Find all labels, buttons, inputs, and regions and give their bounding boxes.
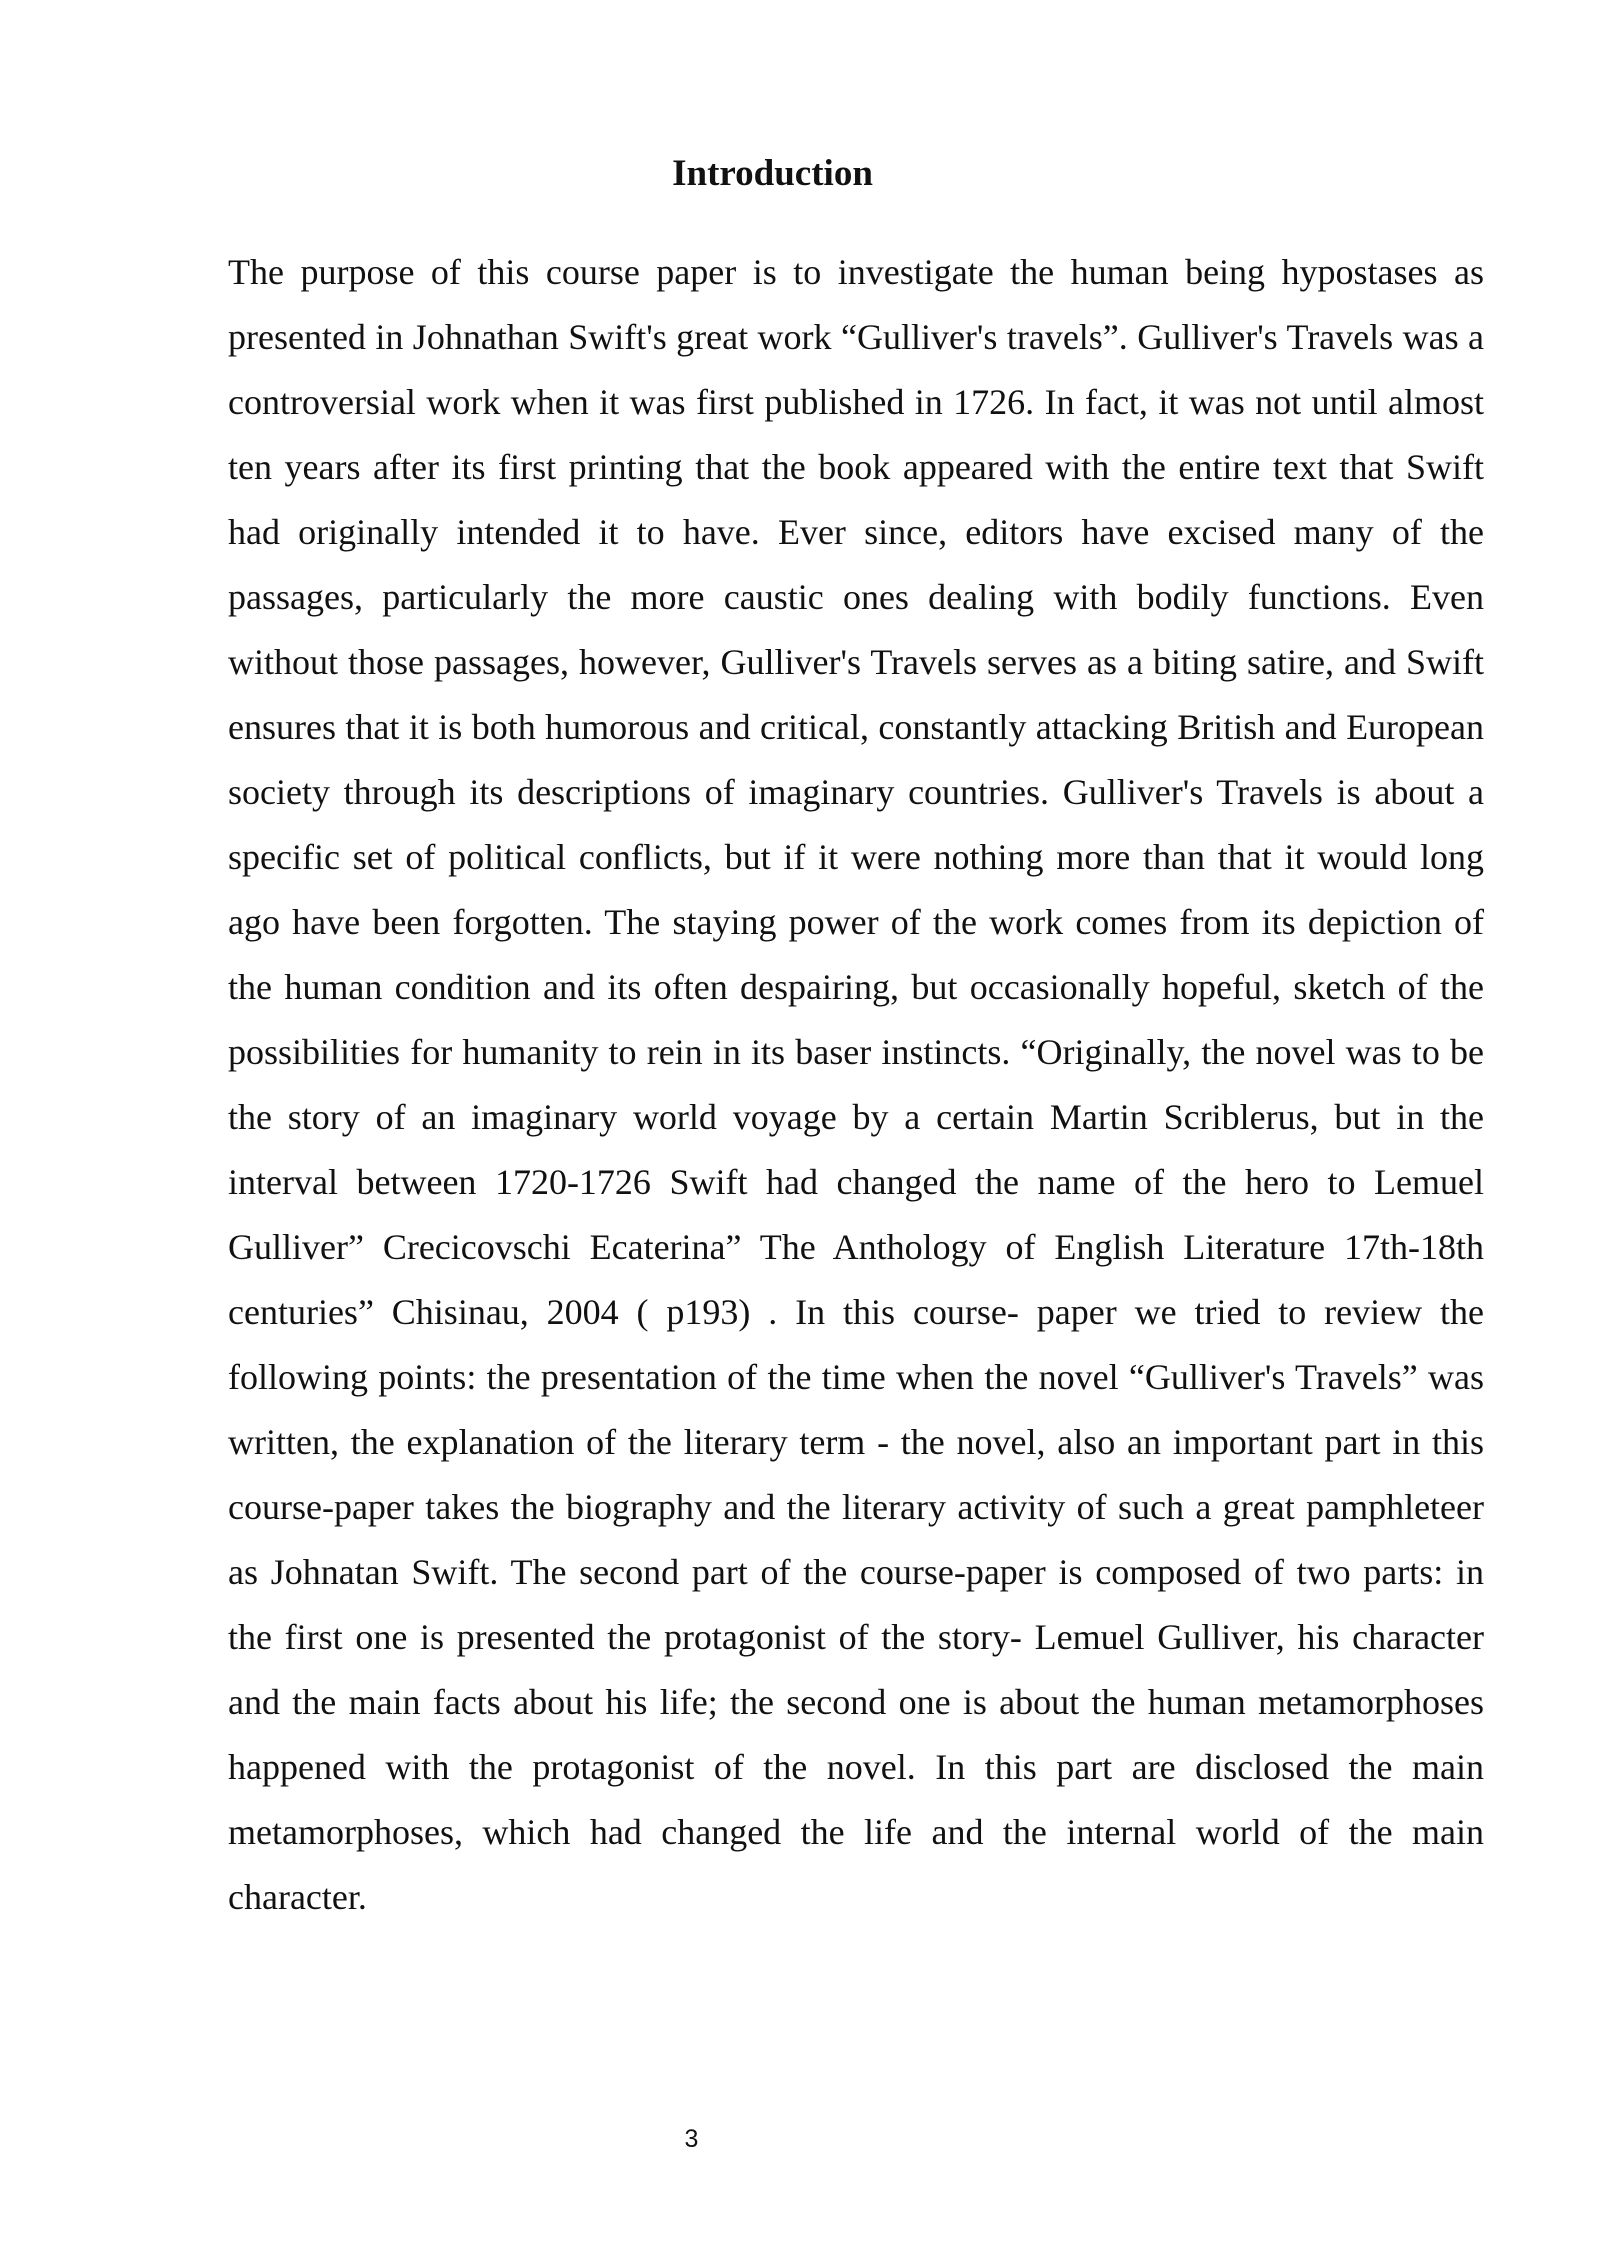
section-heading: Introduction xyxy=(672,153,873,194)
body-paragraph: The purpose of this course paper is to investigate the human being hypostases as presented in Johnathan Swift's great work “Gulliver's travels”. Gulliver's Travels was a controversial work when it was first published in 1726. In fact, it was not until almost ten years after its first printing that the book appeared with the entire text that Swift had originally intended it to have. Ever since, editors have excised many of the passages, particularly the more caustic ones dealing with bodily functions. Even without those passages, however, Gulliver's Travels serves as a biting satire, and Swift ensures that it is both humorous and critical, constantly attacking British and European society through its descriptions of imaginary countries. Gulliver's Travels is about a specific set of political conflicts, but if it were nothing more than that it would long ago have been forgotten. The staying power of the work comes from its depiction of the human condition and its often despairing, but occasionally hopeful, sketch of the possibilities for humanity to rein in its baser instincts. “Originally, the novel was to be the story of an imaginary world voyage by a certain Martin Scriblerus, but in the interval between 1720-1726 Swift had changed the name of the hero to Lemuel Gulliver” Crecicovschi Ecaterina” The Anthology of English Literature 17th-18th centuries” Chisinau, 2004 ( p193) . In this course- paper we tried to review the following points: the presentation of the time when the novel “Gulliver's Travels” was written, the explanation of the literary term - the novel, also an important part in this course-paper takes the biography and the literary activity of such a great pamphleteer as Johnatan Swift. The second part of the course-paper is composed of two parts: in the first one is presented the protagonist of the story- Lemuel Gulliver, his character and the main facts about his life; the second one is about the human metamorphoses happened with the protagonist of the novel. In this part are disclosed the main metamorphoses, which had changed the life and the internal world of the main character. xyxy=(228,252,1484,1917)
page-number: 3 xyxy=(684,2125,699,2153)
